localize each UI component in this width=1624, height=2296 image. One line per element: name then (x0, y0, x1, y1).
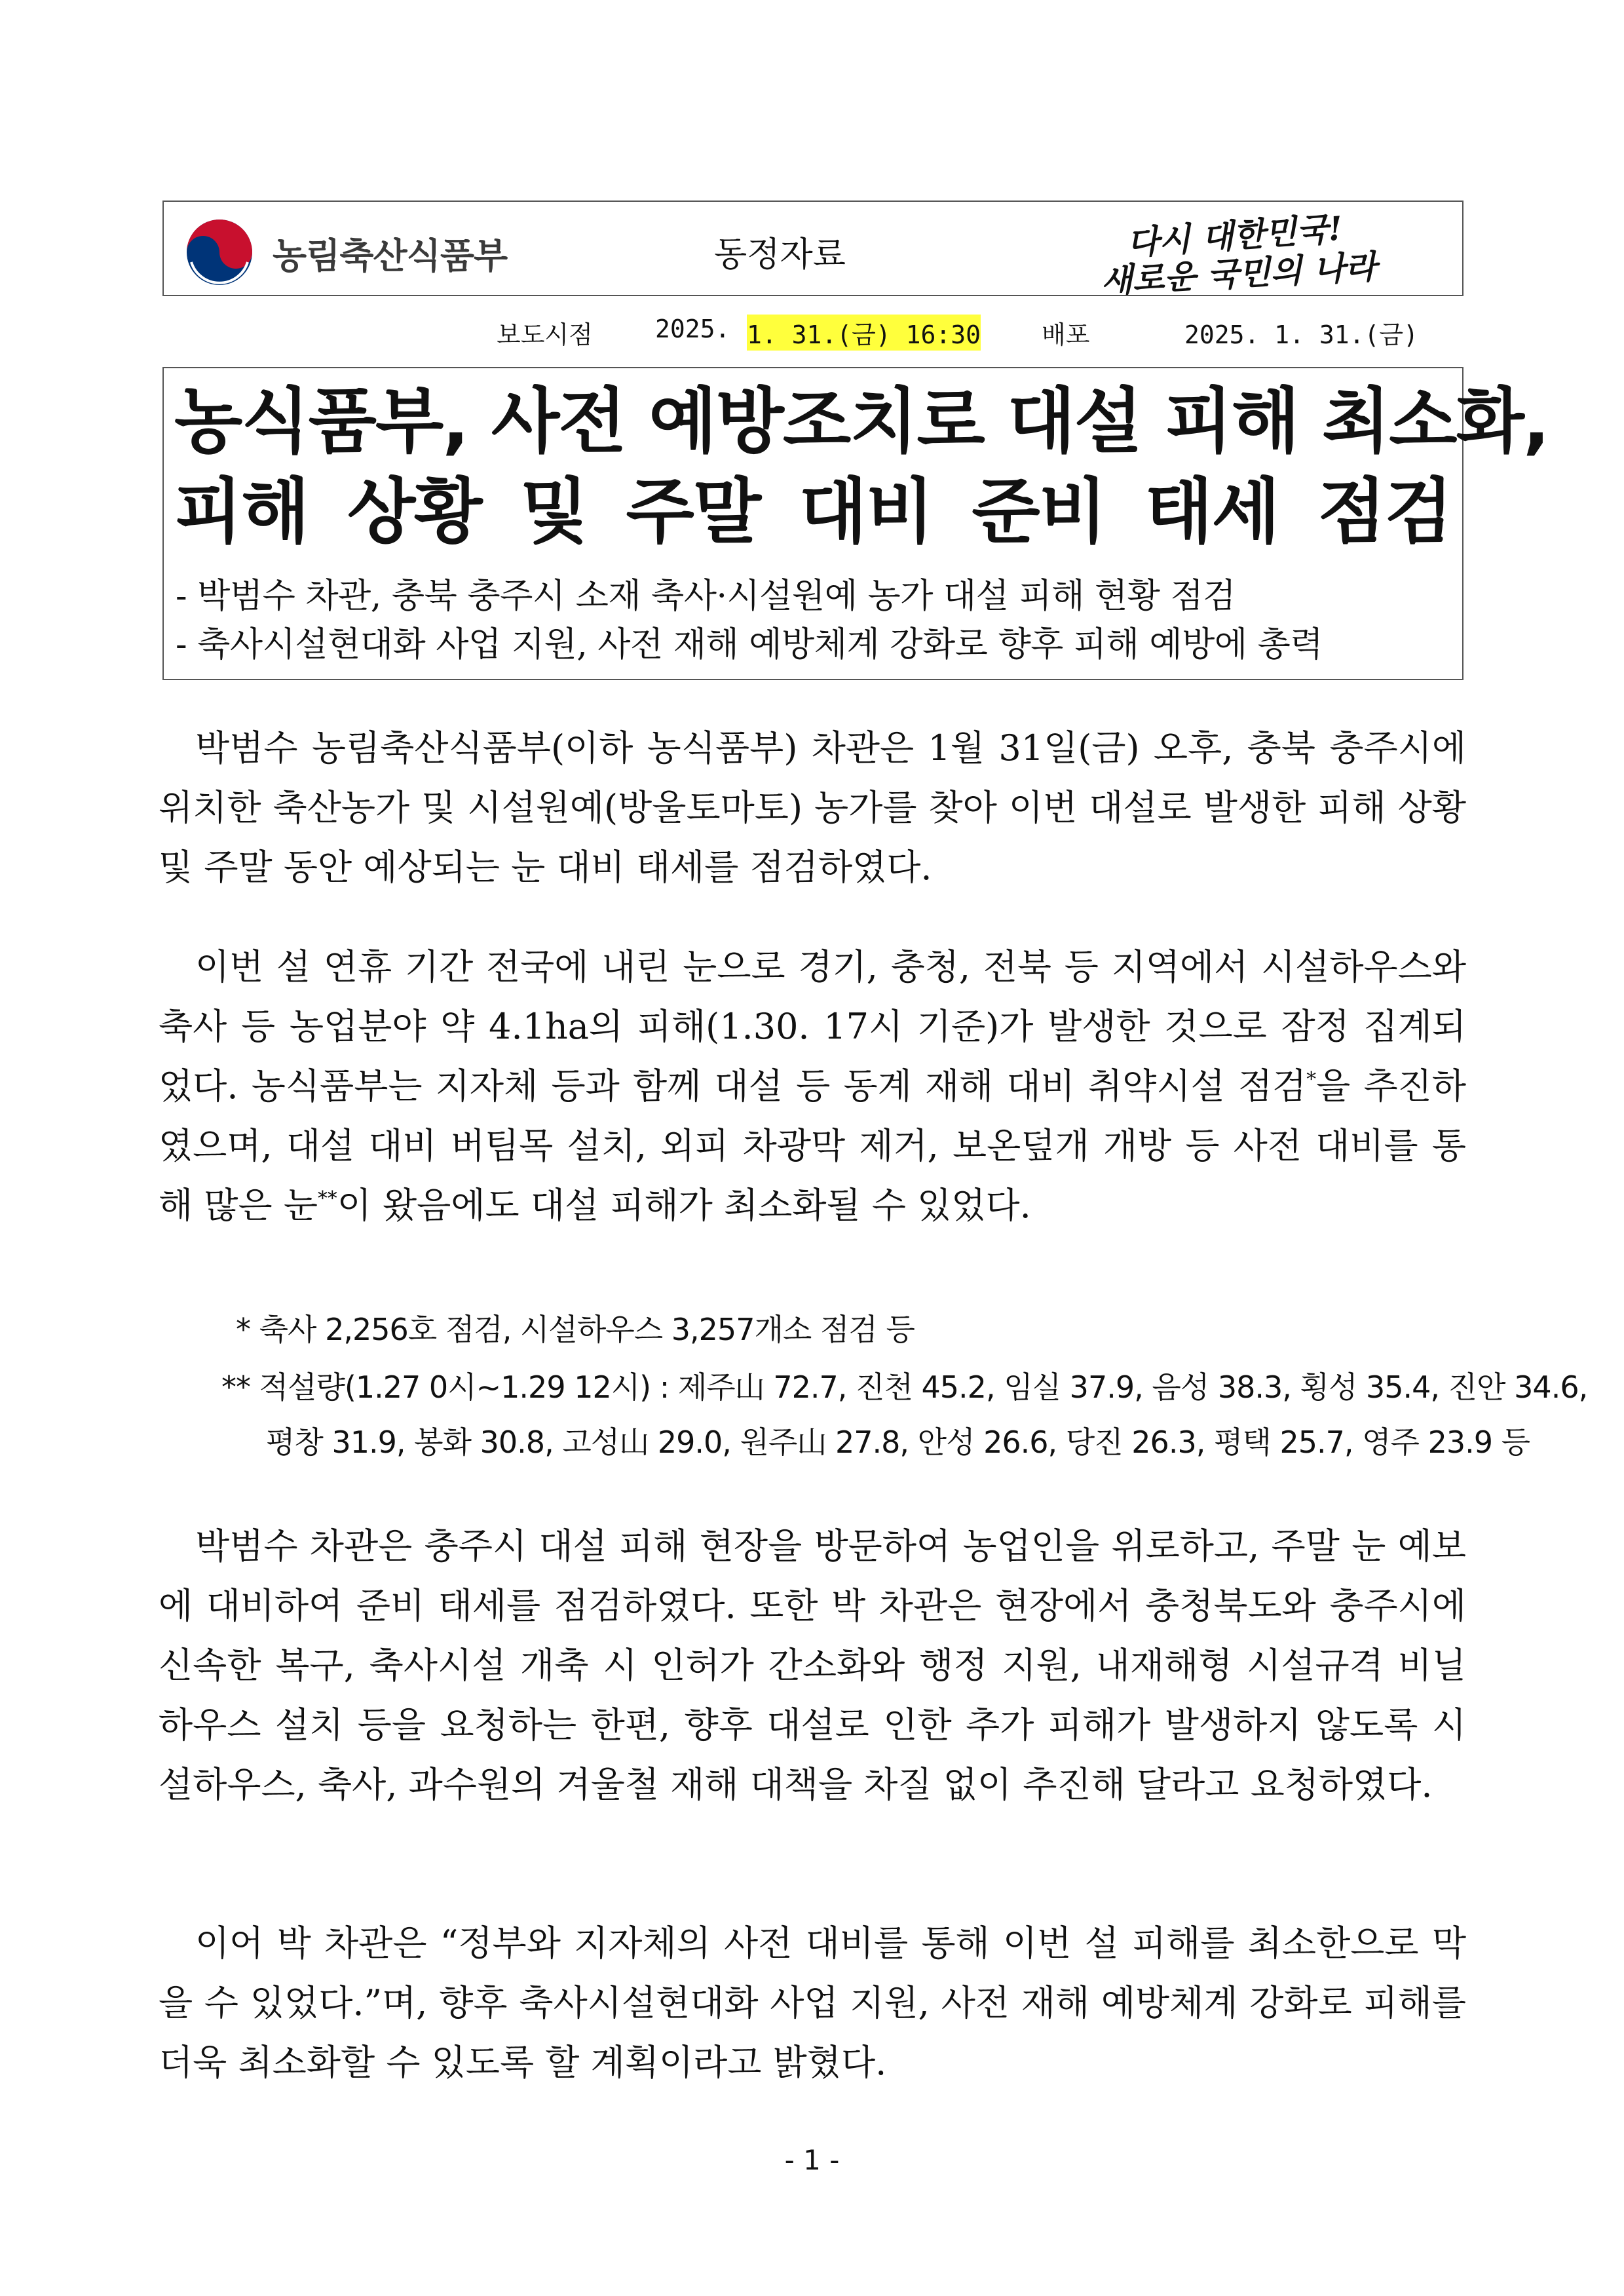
paragraph-2b: 을 추진하였으며, 대설 대비 버팀목 설치, 외피 차광막 제거, 보온덮개 개방 등 사전 대비를 통해 많은 눈 (159, 1065, 1466, 1226)
title-box (162, 367, 1549, 680)
doc-type: 동정자료 (714, 235, 846, 275)
headline-line2: 피해 상황 및 주말 대비 준비 태세 점검 (174, 471, 1452, 553)
paragraph-2c: 이 왔음에도 대설 피해가 최소화될 수 있었다. (337, 1185, 1031, 1226)
ministry-logo (183, 216, 550, 283)
distribute-date: 2025. 1. 31.(금) (1184, 320, 1418, 349)
slogan (1094, 207, 1448, 300)
page-number: - 1 - (784, 2144, 840, 2176)
footnote-2-line1: ** 적설량(1.27 0시~1.29 12시) : 제주山 72.7, 진천 45.2, 임실 37.9, 음성 38.3, 횡성 35.4, 진안 34.6, (221, 1369, 1588, 1405)
header-box (162, 201, 1463, 300)
paragraph-4: 이어 박 차관은 “정부와 지자체의 사전 대비를 통해 이번 설 피해를 최소한으로 막을 수 있었다.”며, 향후 축사시설현대화 사업 지원, 사전 재해 예방체계 강화로 피해를 더욱 최소화할 수 있도록 할 계획이라고 밝혔다. (159, 1923, 1466, 2083)
footnote-mark-1: * (1306, 1068, 1317, 1091)
release-year: 2025. (655, 315, 730, 343)
distribute-label: 배포 (1042, 320, 1090, 349)
footnote-2-line2: 평창 31.9, 봉화 30.8, 고성山 29.0, 원주山 27.8, 안성 26.6, 당진 26.3, 평택 25.7, 영주 23.9 등 (266, 1425, 1530, 1460)
paragraph-3: 박범수 차관은 충주시 대설 피해 현장을 방문하여 농업인을 위로하고, 주말 눈 예보에 대비하여 준비 태세를 점검하였다. 또한 박 차관은 현장에서 충청북도와 충주시에 신속한 복구, 축사시설 개축 시 인허가 간소화와 행정 지원, 내재해형 시설규격 비닐하우스 설치 등을 요청하는 한편, 향후 대설로 인한 추가 피해가 발생하지 않도록 시설하우스, 축사, 과수원의 겨울철 재해 대책을 차질 없이 추진해 달라고 요청하였다. (159, 1525, 1466, 1805)
subheadline-1: - 박범수 차관, 충북 충주시 소재 축사·시설원예 농가 대설 피해 현황 점검 (176, 577, 1236, 616)
subheadline-2: - 축사시설현대화 사업 지원, 사전 재해 예방체계 강화로 향후 피해 예방에 총력 (176, 625, 1323, 664)
release-date-time: 1. 31.(금) 16:30 (747, 315, 981, 351)
paragraph-2a: 이번 설 연휴 기간 전국에 내린 눈으로 경기, 충청, 전북 등 지역에서 시설하우스와 축사 등 농업분야 약 4.1ha의 피해(1.30. 17시 기준)가 발생한 것으로 잠정 집계되었다. 농식품부는 지자체 등과 함께 대설 등 동계 재해 대비 취약시설 점검 (159, 946, 1466, 1107)
paragraph-1: 박범수 농림축산식품부(이하 농식품부) 차관은 1월 31일(금) 오후, 충북 충주시에 위치한 축산농가 및 시설원예(방울토마토) 농가를 찾아 이번 대설로 발생한 피해 상황 및 주말 동안 예상되는 눈 대비 태세를 점검하였다. (159, 727, 1466, 888)
footnote-mark-2: ** (318, 1187, 337, 1210)
slogan-line1: 다시 대한민국! (1125, 208, 1344, 263)
headline-line1: 농식품부, 사전 예방조치로 대설 피해 최소화, (174, 381, 1549, 463)
taegeuk-emblem-icon (183, 216, 255, 288)
ministry-name: 농림축산식품부 (273, 235, 508, 277)
footnote-1: * 축사 2,256호 점검, 시설하우스 3,257개소 점검 등 (236, 1312, 915, 1347)
release-label: 보도시점 (497, 320, 593, 349)
paragraph-2 (159, 937, 1466, 1235)
slogan-line2: 새로운 국민의 나라 (1099, 247, 1378, 300)
distribution-line (162, 315, 1463, 354)
